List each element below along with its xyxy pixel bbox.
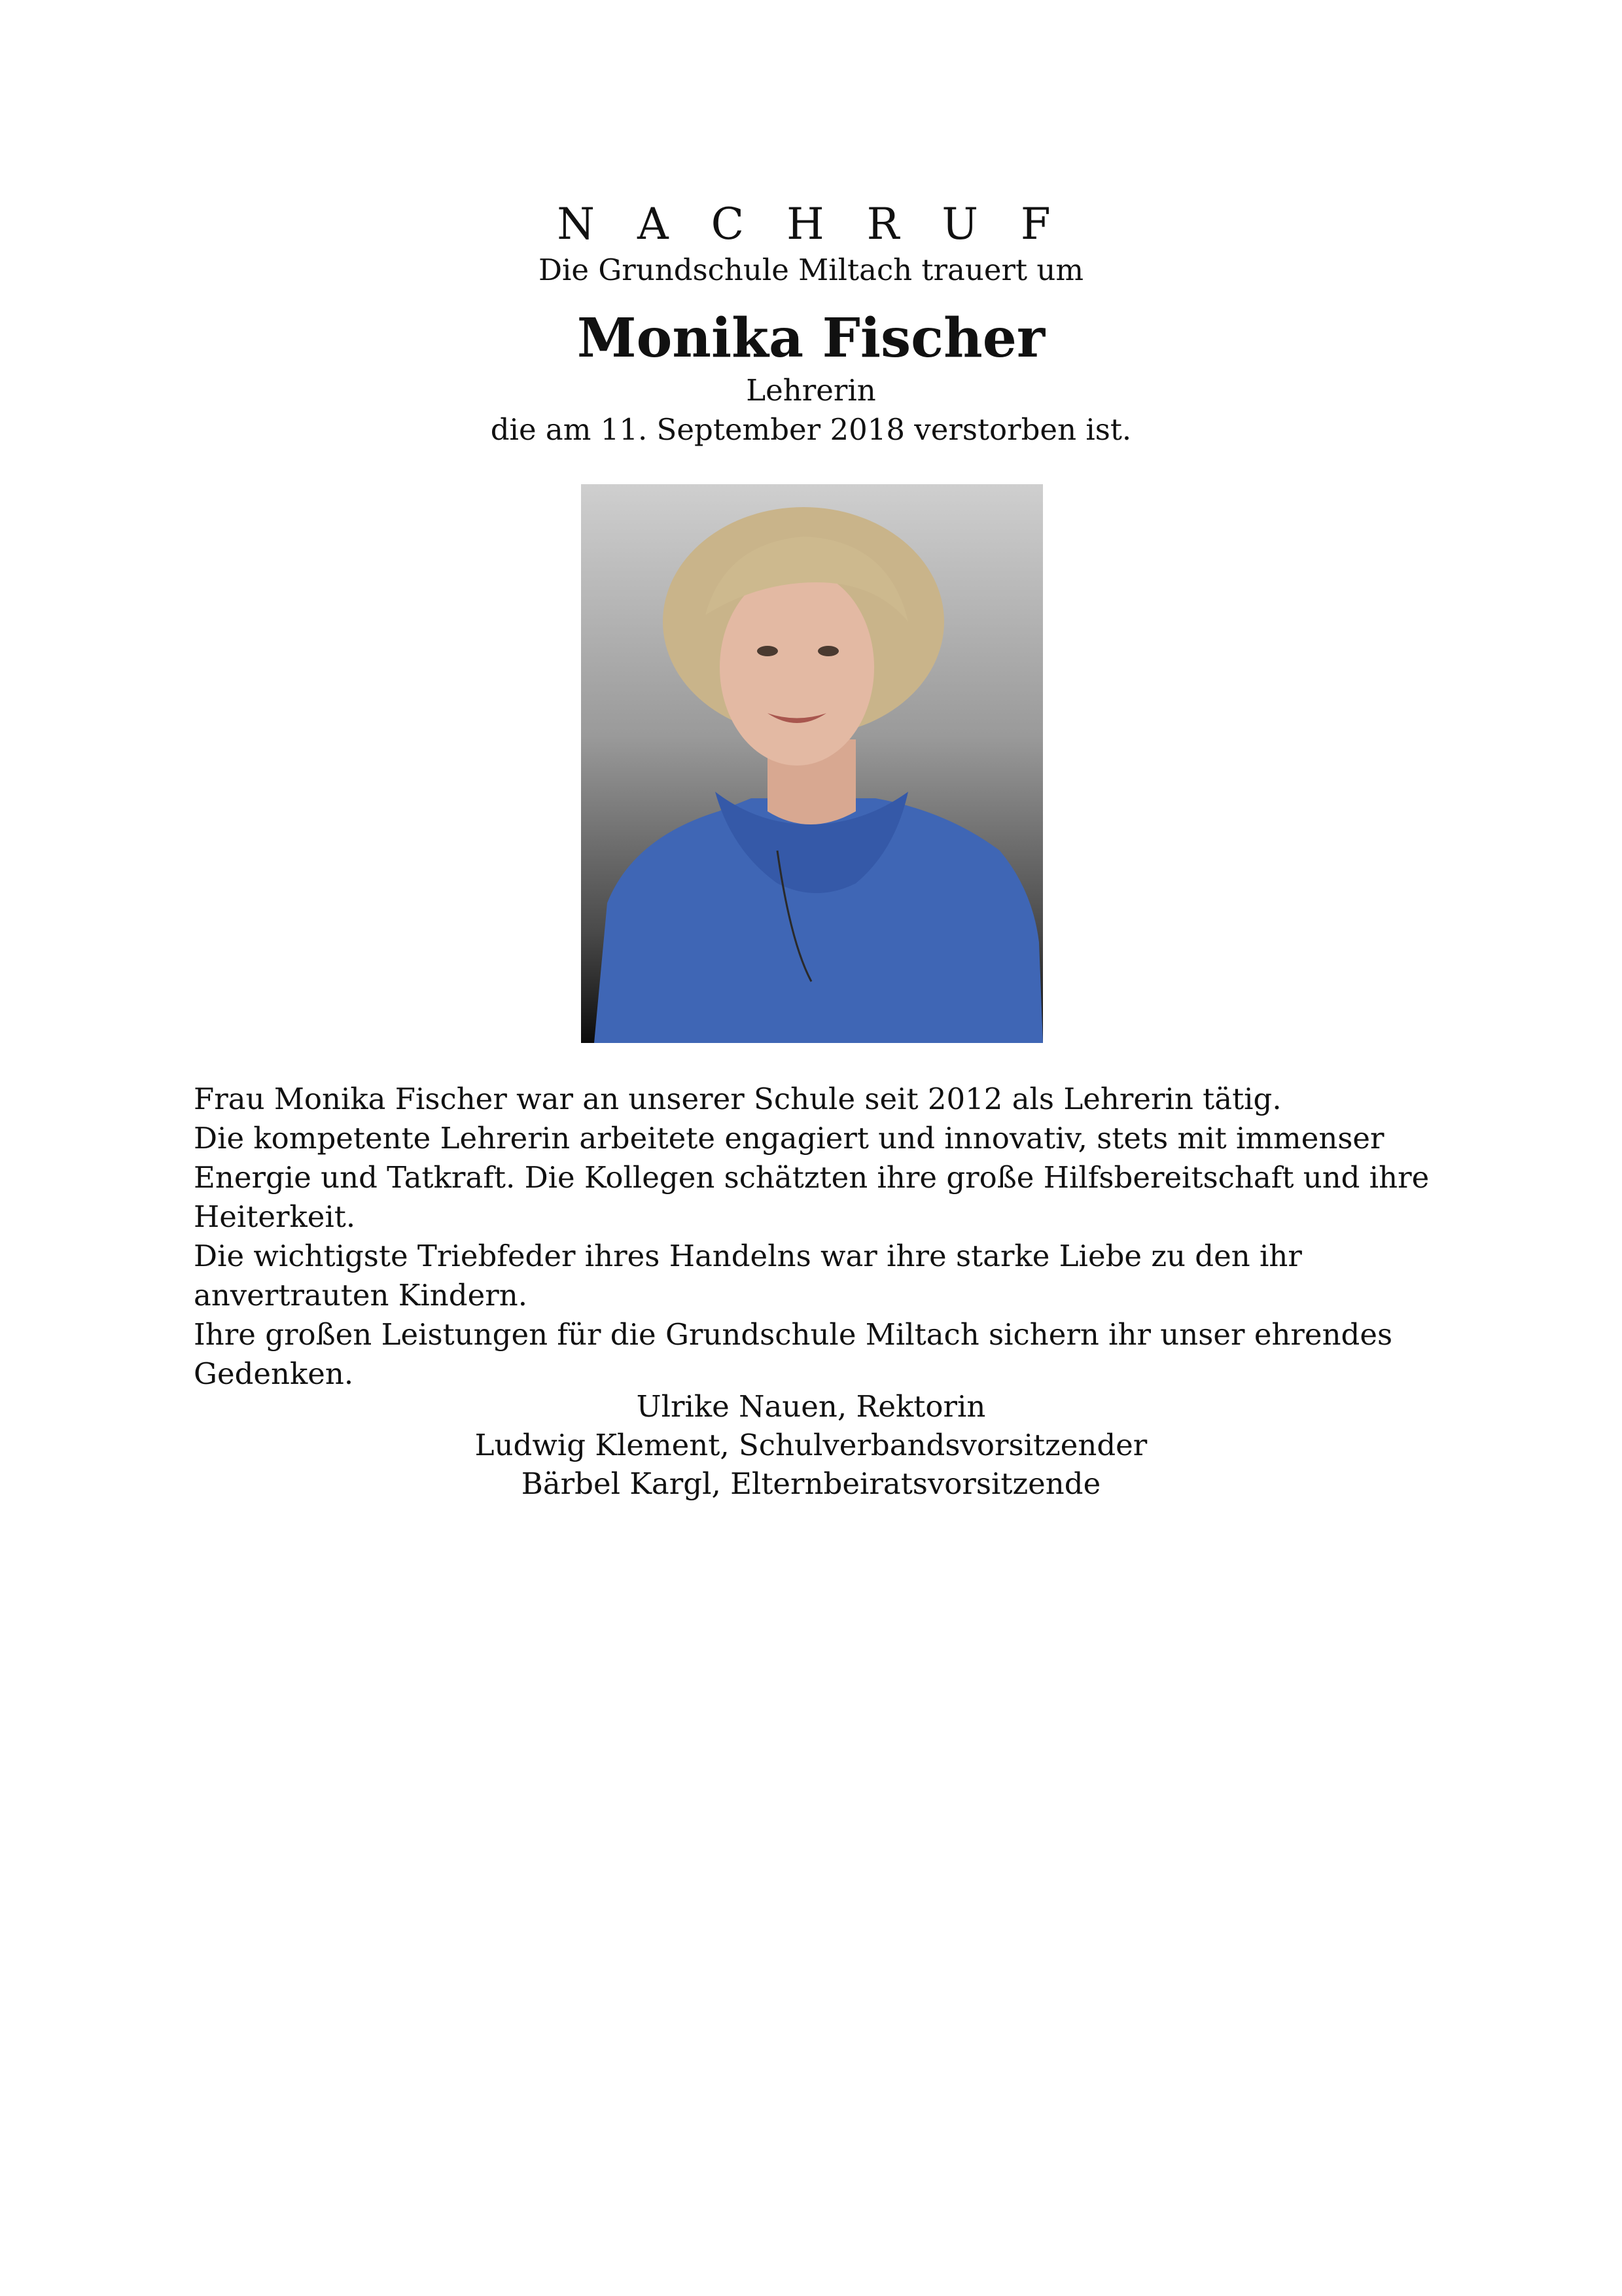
body-paragraph: Die wichtigste Triebfeder ihres Handelns war ihre starke Liebe zu den ihr anvertrauten Kindern. [194, 1239, 1302, 1313]
signature-block [0, 1387, 1622, 1503]
signature-line: Ludwig Klement, Schulverbandsvorsitzender [474, 1428, 1148, 1462]
portrait-photo [581, 484, 1043, 1043]
mourning-line: Die Grundschule Miltach trauert um [538, 253, 1084, 287]
deceased-role: Lehrerin [746, 373, 876, 408]
death-date-line: die am 11. September 2018 verstorben ist. [490, 412, 1132, 447]
signature-line: Ulrike Nauen, Rektorin [636, 1389, 986, 1424]
obituary-text [194, 1080, 1450, 1394]
right-eye-shape [818, 646, 839, 656]
portrait-illustration [581, 484, 1043, 1043]
body-paragraph: Ihre großen Leistungen für die Grundschule Miltach sichern ihr unser ehrendes Gedenken. [194, 1317, 1393, 1391]
body-paragraph: Frau Monika Fischer war an unserer Schule seit 2012 als Lehrerin tätig. [194, 1082, 1282, 1116]
left-eye-shape [757, 646, 778, 656]
body-paragraph: Die kompetente Lehrerin arbeitete engagiert und innovativ, stets mit immenser Energie und Tatkraft. Die Kollegen schätzten ihre große Hilfsbereitschaft und ihre Heiterkeit. [194, 1121, 1430, 1234]
deceased-name: Monika Fischer [576, 307, 1046, 370]
obituary-title: N A C H R U F [557, 199, 1065, 249]
face-shape [720, 569, 874, 766]
signature-line: Bärbel Kargl, Elternbeiratsvorsitzende [521, 1466, 1101, 1501]
